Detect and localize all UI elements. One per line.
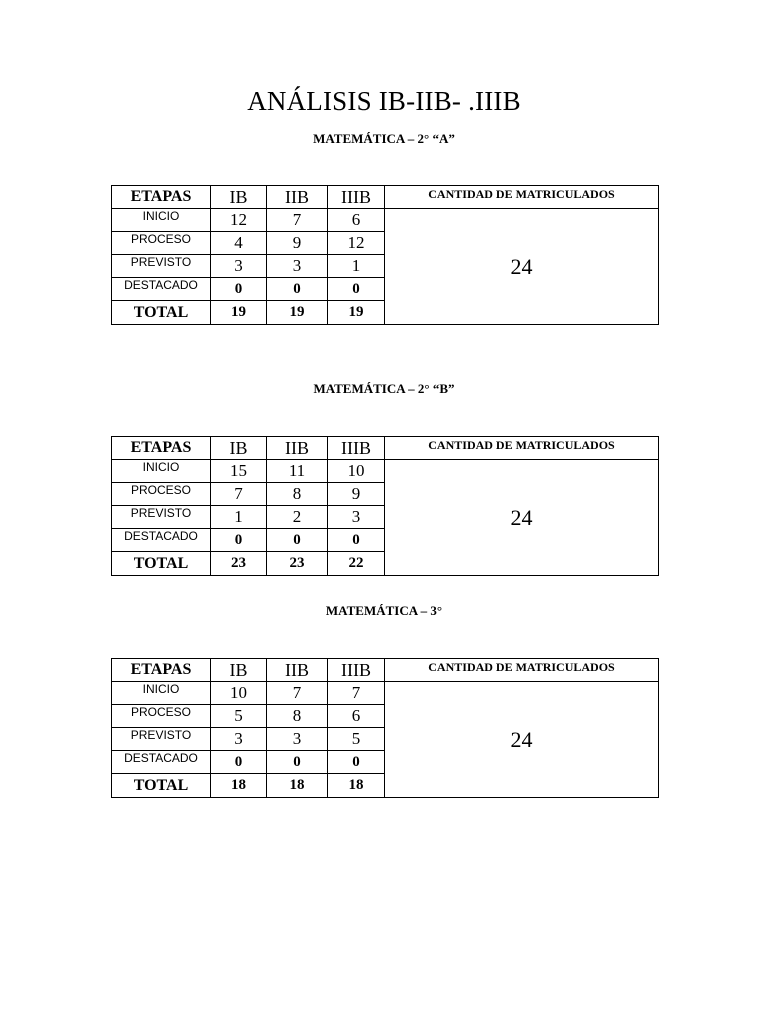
value-cell: 8 (267, 705, 328, 728)
matriculados-value: 24 (385, 460, 659, 576)
stage-label: INICIO (112, 209, 211, 232)
value-cell: 0 (328, 751, 385, 774)
header-iib: IIB (267, 186, 328, 209)
value-cell: 2 (267, 506, 328, 529)
matriculados-value: 24 (385, 209, 659, 325)
value-cell: 3 (328, 506, 385, 529)
stage-label: DESTACADO (112, 751, 211, 774)
header-iib: IIB (267, 659, 328, 682)
value-cell: 7 (267, 209, 328, 232)
header-ib: IB (211, 186, 267, 209)
table-header-row (112, 659, 659, 682)
stage-label: PREVISTO (112, 728, 211, 751)
value-cell: 12 (211, 209, 267, 232)
total-cell: 19 (211, 301, 267, 325)
value-cell: 5 (211, 705, 267, 728)
value-cell: 9 (328, 483, 385, 506)
value-cell: 1 (211, 506, 267, 529)
value-cell: 0 (211, 278, 267, 301)
value-cell: 0 (328, 278, 385, 301)
value-cell: 1 (328, 255, 385, 278)
stage-label: PREVISTO (112, 255, 211, 278)
total-cell: 22 (328, 552, 385, 576)
stage-label: PROCESO (112, 483, 211, 506)
total-cell: 18 (328, 774, 385, 798)
value-cell: 11 (267, 460, 328, 483)
etapas-table (111, 658, 659, 798)
value-cell: 3 (211, 728, 267, 751)
value-cell: 7 (211, 483, 267, 506)
stage-label: INICIO (112, 682, 211, 705)
value-cell: 7 (267, 682, 328, 705)
header-iib: IIB (267, 437, 328, 460)
total-cell: 19 (267, 301, 328, 325)
header-etapas: ETAPAS (112, 437, 211, 460)
etapas-table (111, 436, 659, 576)
header-iiib: IIIB (328, 186, 385, 209)
header-ib: IB (211, 659, 267, 682)
value-cell: 6 (328, 209, 385, 232)
table-row (112, 460, 659, 483)
stage-label: PROCESO (112, 232, 211, 255)
value-cell: 5 (328, 728, 385, 751)
stage-label: DESTACADO (112, 278, 211, 301)
value-cell: 10 (211, 682, 267, 705)
value-cell: 3 (267, 728, 328, 751)
total-cell: 19 (328, 301, 385, 325)
header-cantidad: CANTIDAD DE MATRICULADOS (385, 186, 659, 209)
total-cell: 18 (211, 774, 267, 798)
header-etapas: ETAPAS (112, 186, 211, 209)
total-cell: 23 (211, 552, 267, 576)
value-cell: 0 (328, 529, 385, 552)
document-title: ANÁLISIS IB-IIB- .IIIB (247, 86, 521, 116)
total-label: TOTAL (112, 774, 211, 798)
header-iiib: IIIB (328, 437, 385, 460)
total-cell: 18 (267, 774, 328, 798)
stage-label: PROCESO (112, 705, 211, 728)
stage-label: PREVISTO (112, 506, 211, 529)
value-cell: 3 (267, 255, 328, 278)
table-row (112, 682, 659, 705)
value-cell: 9 (267, 232, 328, 255)
stage-label: INICIO (112, 460, 211, 483)
header-iiib: IIIB (328, 659, 385, 682)
value-cell: 10 (328, 460, 385, 483)
total-label: TOTAL (112, 552, 211, 576)
stage-label: DESTACADO (112, 529, 211, 552)
header-cantidad: CANTIDAD DE MATRICULADOS (385, 659, 659, 682)
section-subtitle: MATEMÁTICA – 3° (325, 603, 443, 618)
table-header-row (112, 437, 659, 460)
total-cell: 23 (267, 552, 328, 576)
value-cell: 0 (267, 529, 328, 552)
value-cell: 12 (328, 232, 385, 255)
value-cell: 0 (267, 278, 328, 301)
table-header-row (112, 186, 659, 209)
value-cell: 7 (328, 682, 385, 705)
value-cell: 3 (211, 255, 267, 278)
header-cantidad: CANTIDAD DE MATRICULADOS (385, 437, 659, 460)
value-cell: 0 (211, 529, 267, 552)
value-cell: 8 (267, 483, 328, 506)
header-etapas: ETAPAS (112, 659, 211, 682)
etapas-table (111, 185, 659, 325)
value-cell: 6 (328, 705, 385, 728)
value-cell: 15 (211, 460, 267, 483)
value-cell: 4 (211, 232, 267, 255)
table-row (112, 209, 659, 232)
header-ib: IB (211, 437, 267, 460)
matriculados-value: 24 (385, 682, 659, 798)
section-subtitle: MATEMÁTICA – 2° “B” (313, 381, 455, 396)
value-cell: 0 (211, 751, 267, 774)
value-cell: 0 (267, 751, 328, 774)
section-subtitle: MATEMÁTICA – 2° “A” (313, 131, 455, 146)
total-label: TOTAL (112, 301, 211, 325)
